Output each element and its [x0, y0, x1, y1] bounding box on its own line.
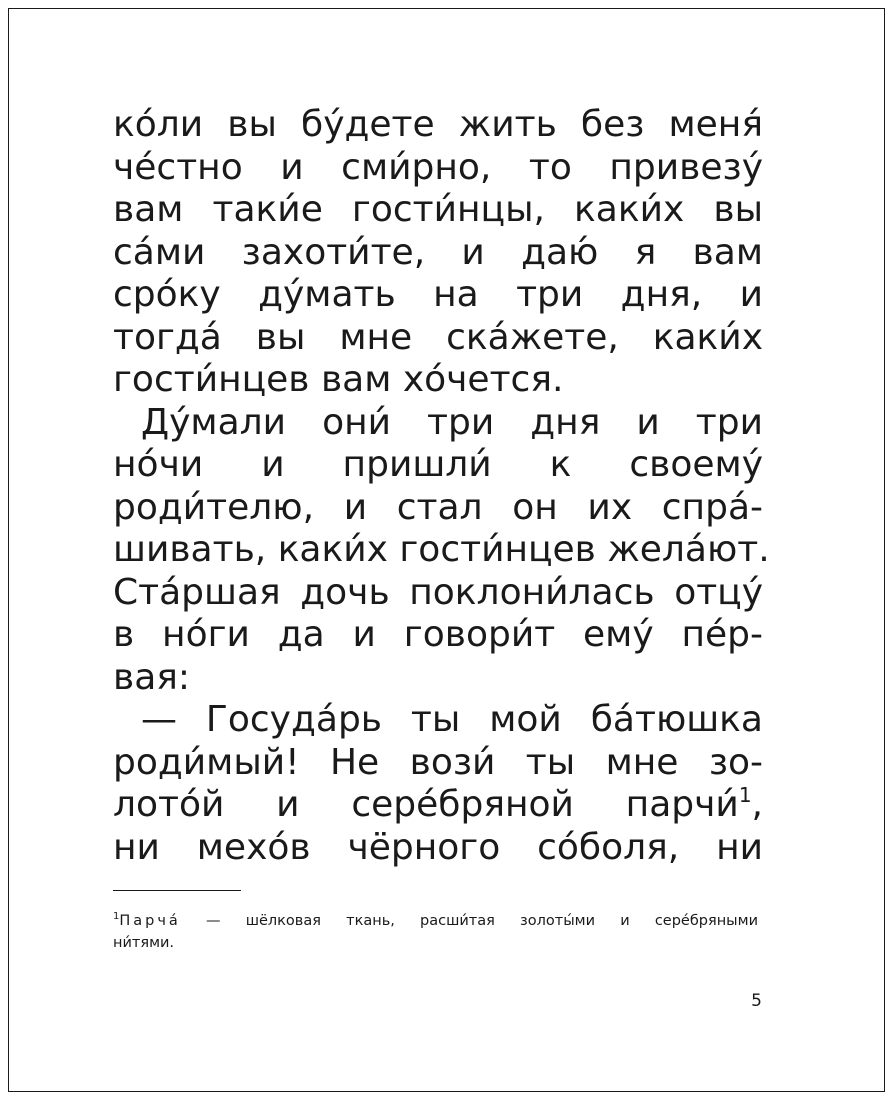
text-line: в но́ги да и говори́т ему́ пе́р- — [113, 614, 763, 655]
text-line: ни мехо́в чёрного со́боля, ни — [113, 826, 763, 868]
page-number: 5 — [751, 991, 762, 1011]
body-text — [113, 104, 770, 869]
text-line: че́стно и сми́рно, то привезу́ — [113, 146, 763, 188]
footnote-term: Парча́ — [119, 913, 181, 929]
footnote-definition: — шёлковая ткань, расши́тая золоты́ми и сере́бряными — [206, 913, 758, 929]
footnote-line: ни́тями. — [113, 935, 175, 951]
text-line: са́ми захоти́те, и даю́ я вам — [113, 231, 763, 273]
text-line: но́чи и пришли́ к своему́ — [113, 444, 763, 485]
text-line: роди́телю, и стал он их спра́- — [113, 486, 763, 528]
text-line: сро́ку ду́мать на три дня, и — [113, 274, 763, 315]
text-line-punctuation: , — [751, 784, 763, 825]
footnote — [113, 910, 758, 954]
text-line: Ду́мали они́ три дня и три — [141, 401, 763, 443]
text-line: роди́мый! Не вози́ ты мне зо- — [113, 741, 763, 783]
text-line: вам таки́е гости́нцы, каки́х вы — [113, 189, 763, 230]
text-line: гости́нцев вам хо́чется. — [113, 359, 564, 400]
text-line: шивать, каки́х гости́нцев жела́ют. — [113, 529, 770, 570]
text-line: Ста́ршая дочь поклони́лась отцу́ — [113, 571, 763, 613]
text-line-content: лото́й и сере́бряной парчи́ — [113, 784, 739, 825]
footnote-line — [113, 910, 758, 932]
footnote-separator — [113, 890, 241, 891]
footnote-marker: 1 — [113, 911, 120, 922]
text-line: ко́ли вы бу́дете жить без меня́ — [113, 104, 763, 145]
footnote-reference: 1 — [738, 783, 752, 807]
text-line-with-footnote-ref — [113, 784, 763, 827]
text-line: — Госуда́рь ты мой ба́тюшка — [141, 699, 763, 740]
text-line: тогда́ вы мне ска́жете, каки́х — [113, 316, 763, 358]
text-line: вая: — [113, 656, 191, 698]
